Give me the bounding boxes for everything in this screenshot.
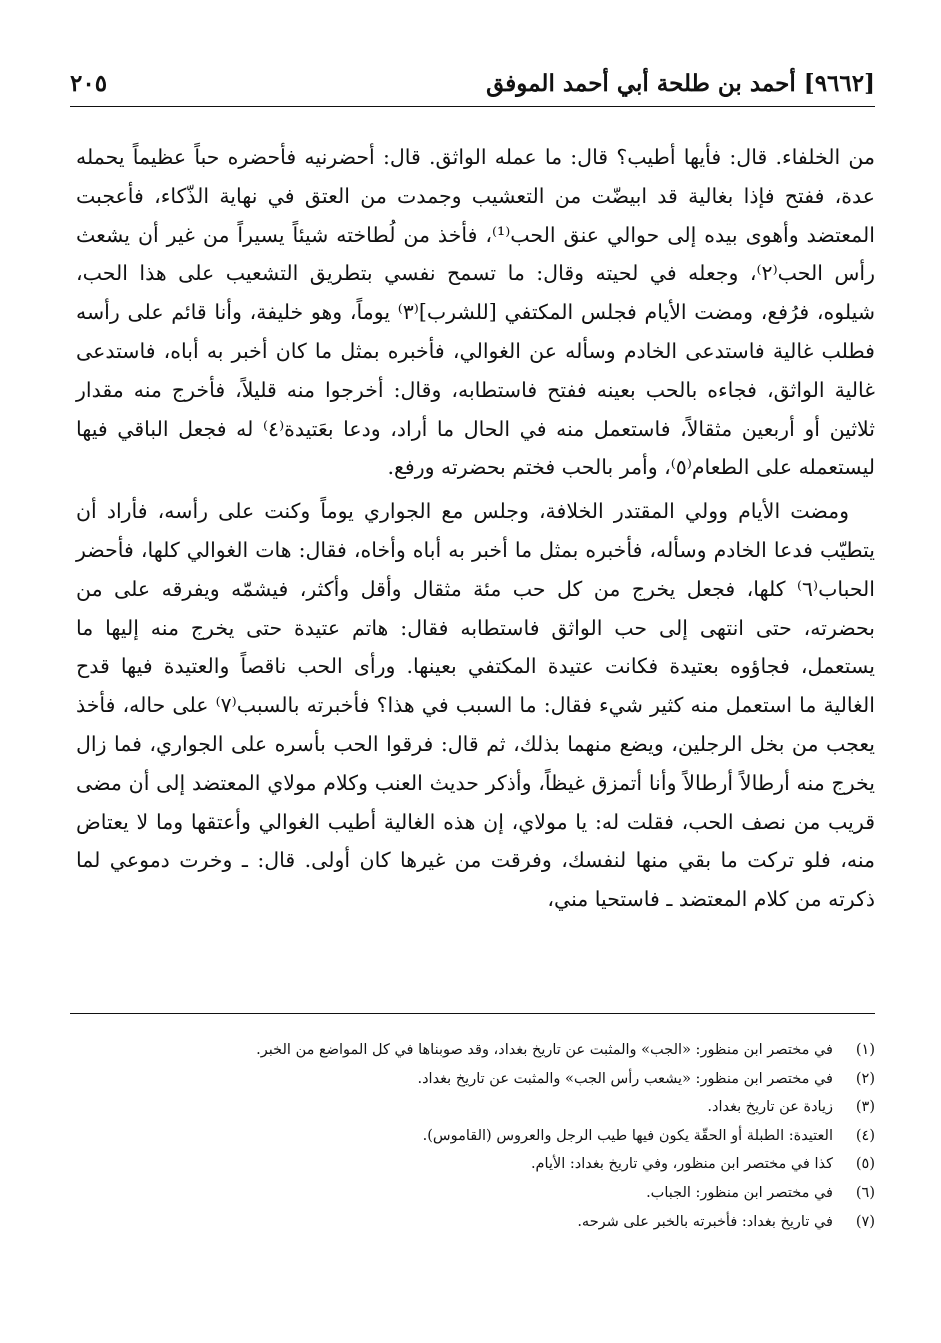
footnote-3 <box>70 1093 875 1122</box>
running-title: [٩٦٦٢] أحمد بن طلحة أبي أحمد الموفق <box>486 70 875 97</box>
footnote-4 <box>70 1122 875 1151</box>
footnote-number: (٢) <box>855 1070 875 1087</box>
footnote-text: في مختصر ابن منظور: «الجب» والمثبت عن تاريخ بغداد، وقد صوبناها في كل المواضع من الخبر. <box>256 1042 833 1058</box>
footnote-divider <box>70 1013 875 1014</box>
footnote-text: في مختصر ابن منظور: الجباب. <box>646 1184 833 1201</box>
footnote-number: (٧) <box>855 1213 875 1230</box>
footnote-text: في تاريخ بغداد: فأخبرته بالخبر على شرحه. <box>577 1213 833 1230</box>
paragraph-2: ومضت الأيام وولي المقتدر الخلافة، وجلس مع الجواري يوماً وكنت على رأسه، فأراد أن يتطيّب فدعا الخادم وسأله، فأخبره بمثل ما أخبر به أباه وأخاه، فقال: هات الغوالي كلها، فأحضر الحباب⁽٦⁾ كلها، فجعل يخرج من كل حب مئة مثقال وأقل وأكثر، فيشمّه ويفرقه على من بحضرته، حتى انتهى إلى حب الواثق فاستطابه فقال: هاتم عتيدة حتى يخرج منه إليها ما يستعمل، فجاؤوه بعتيدة فكانت عتيدة المكتفي بعينها. ورأى الحب ناقصاً والعتيدة فيها قدح الغالية ما استعمل منه كثير شيء فقال: ما السبب في هذا؟ فأخبرته بالسبب⁽٧⁾ على حاله، فأخذ يعجب من بخل الرجلين، ويضع منهما بذلك، ثم قال: فرقوا الحب بأسره على الجواري، فما زال يخرج منه أرطالاً أرطالاً وأنا أتمزق غيظاً، وأذكر حديث العنب وكلام مولاي المعتضد إلى أن مضى قريب من نصف الحب، فقلت له: يا مولاي، إن هذه الغالية أطيب الغوالي وأعتقها وما لا يعتاض منه، فلو تركت ما بقي منها لنفسك، وفرقت من غيرها كان أولى. قال: ـ وخرت دموعي لما ذكرته من كلام المعتضد ـ فاستحيا مني، <box>76 499 875 912</box>
footnote-number: (١) <box>855 1042 875 1058</box>
footnote-number: (٥) <box>855 1156 875 1173</box>
footnote-number: (٤) <box>855 1127 875 1144</box>
paragraph-1: من الخلفاء. قال: فأيها أطيب؟ قال: ما عمله الواثق. قال: أحضرنيه فأحضره حباً عظيماً يحمله عدة، ففتح فإذا بغالية قد ابيضّت من التعشيب وجمدت من العتق في نهاية الذّكاء، فأعجبت المعتضد وأهوى بيده إلى حوالي عنق الحب⁽¹⁾، فأخذ من لُطاخته شيئاً يسيراً من غير أن يشعث رأس الحب⁽٢⁾، وجعله في لحيته وقال: ما تسمح نفسي بتطريق التشعيب على هذا الحب، شيلوه، فرُفع، ومضت الأيام فجلس المكتفي [للشرب]⁽٣⁾ يوماً، وهو خليفة، وأنا قائم على رأسه فطلب غالية فاستدعى الخادم وسأله عن الغوالي، فأخبره بمثل ما كان أخبر به أباه، فاستدعى غالية الواثق، فجاءه بالحب بعينه ففتح فاستطابه، وقال: أخرجوا منه قليلاً، فأخرج منه مقدار ثلاثين أو أربعين مثقالاً، فاستعمل منه في الحال ما أراد، ودعا بعَتيدة⁽٤⁾ له فجعل الباقي فيها ليستعمله على الطعام⁽٥⁾، وأمر بالحب فختم بحضرته ورفع. <box>76 145 875 480</box>
footnote-5 <box>70 1150 875 1179</box>
footnotes-list <box>70 1036 875 1236</box>
footnote-2 <box>70 1065 875 1094</box>
footnote-text: زيادة عن تاريخ بغداد. <box>707 1099 833 1116</box>
footnote-number: (٣) <box>855 1099 875 1116</box>
footnote-7 <box>70 1208 875 1237</box>
main-text <box>76 138 875 919</box>
footnote-1 <box>70 1036 875 1065</box>
footnote-6 <box>70 1179 875 1208</box>
page-header <box>70 64 875 107</box>
footnote-text: العتيدة: الطبلة أو الحقّة يكون فيها طيب الرجل والعروس (القاموس). <box>422 1127 833 1144</box>
footnote-number: (٦) <box>855 1184 875 1201</box>
footnote-text: في مختصر ابن منظور: «يشعب رأس الجب» والمثبت عن تاريخ بغداد. <box>417 1070 833 1087</box>
page-number: ٢٠٥ <box>70 70 108 97</box>
footnote-text: كذا في مختصر ابن منظور، وفي تاريخ بغداد: الأيام. <box>530 1156 833 1173</box>
